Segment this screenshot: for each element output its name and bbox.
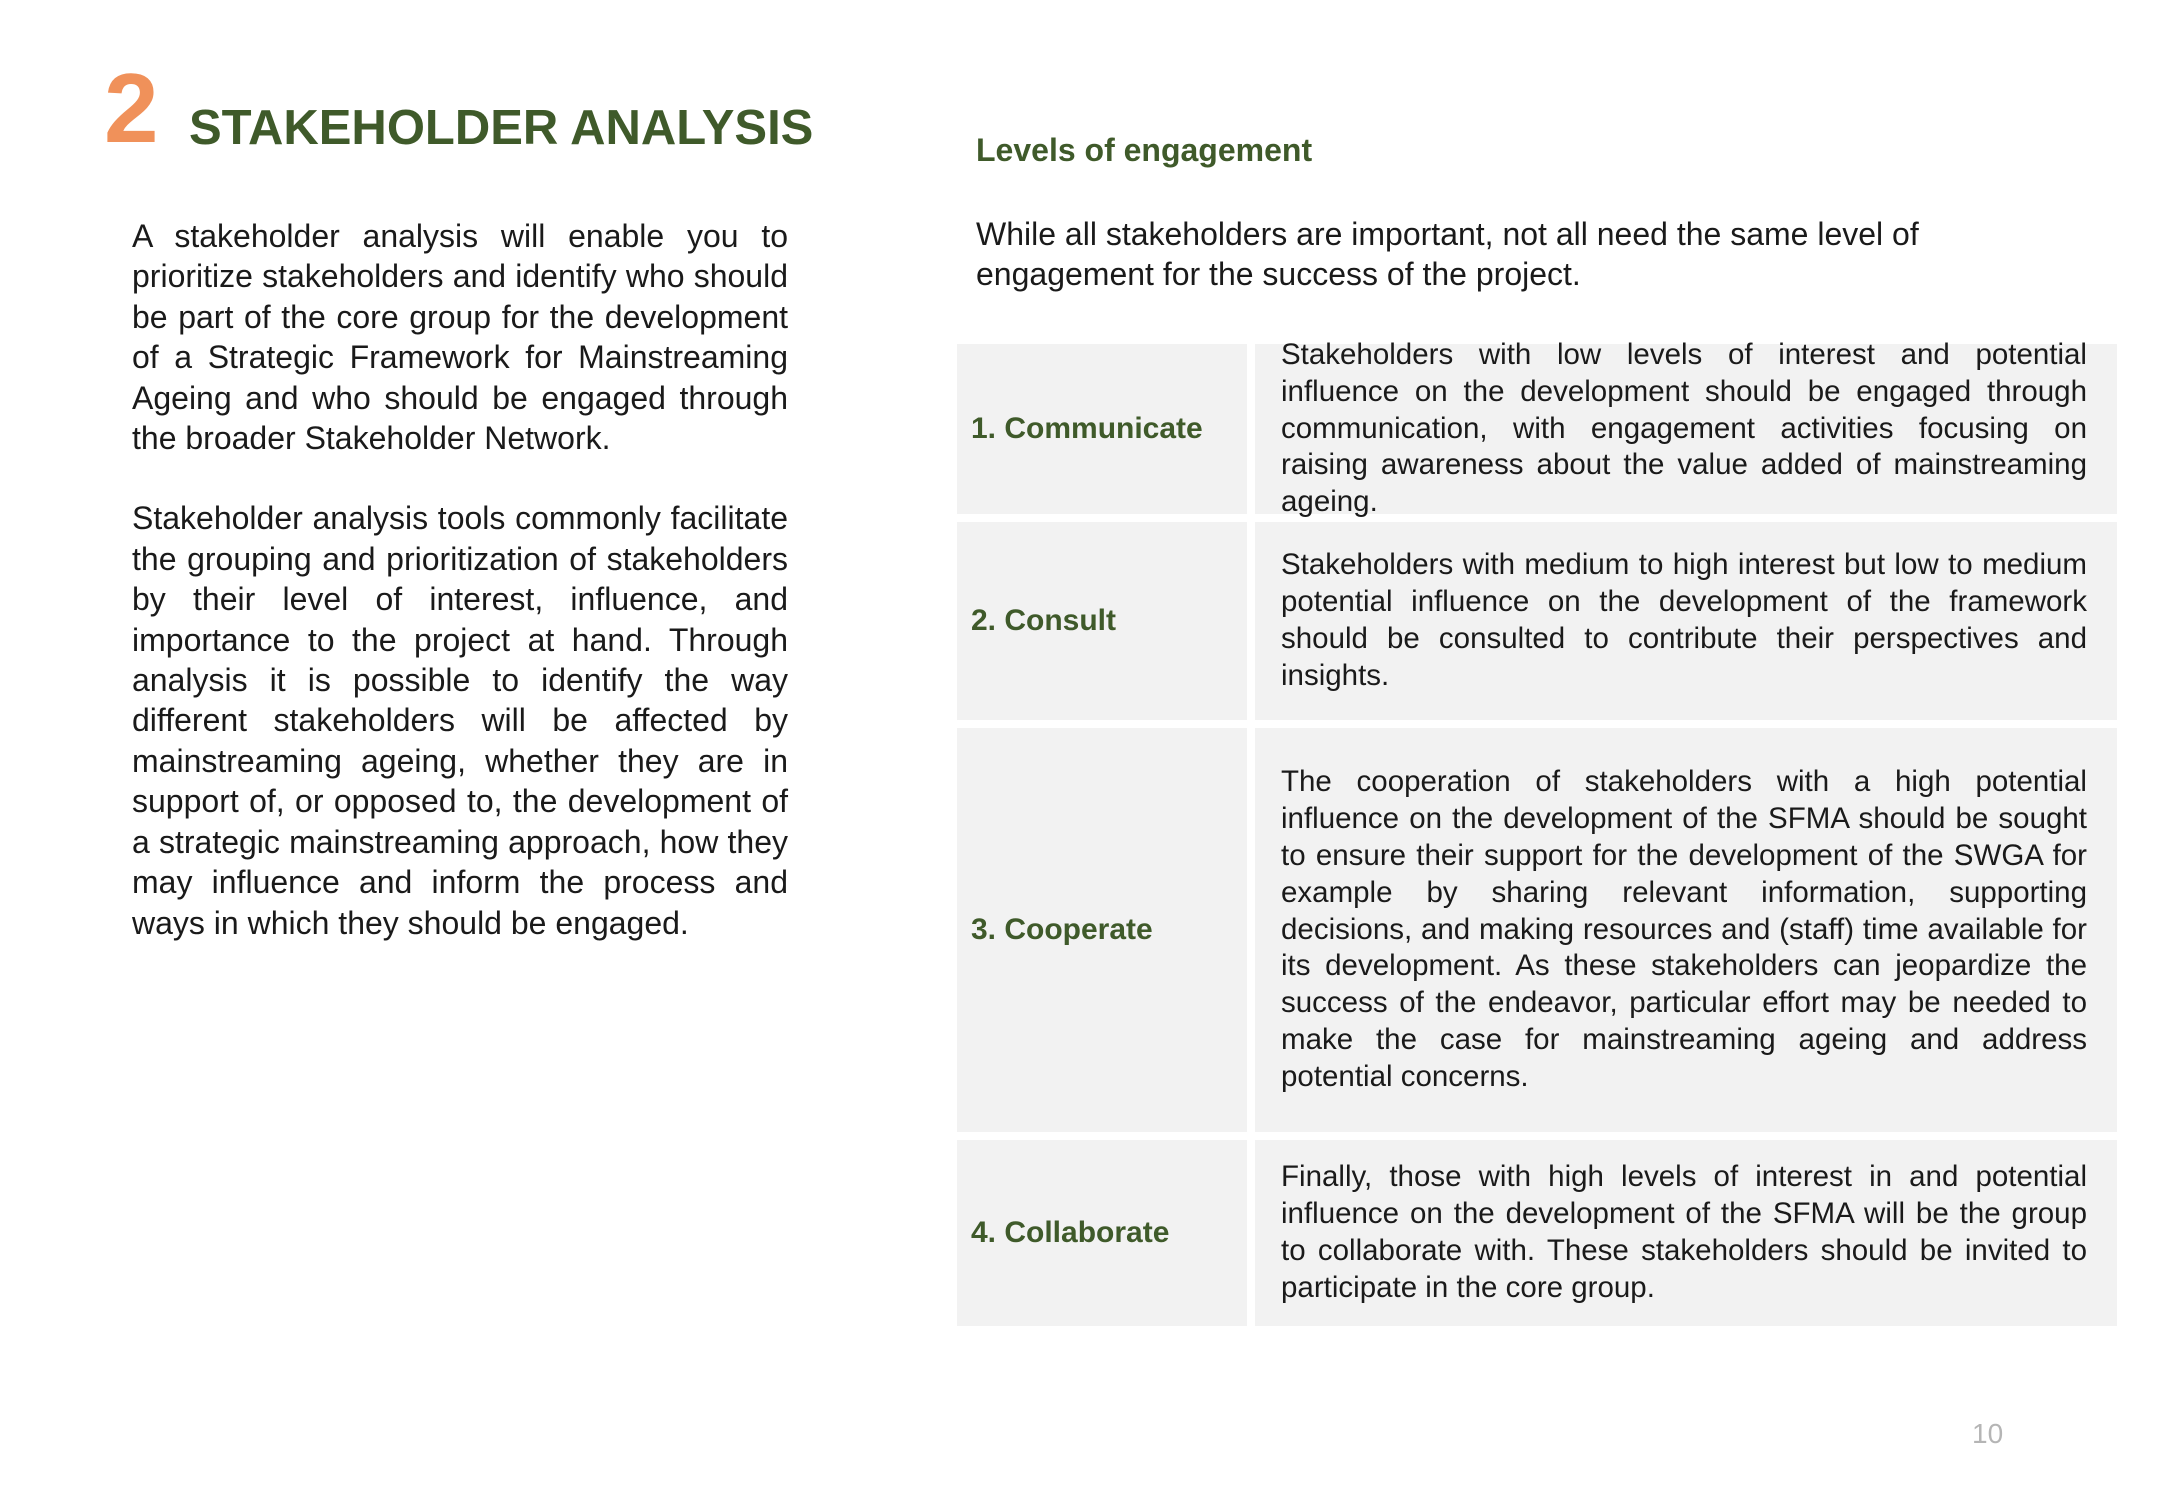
section-number: 2: [104, 53, 159, 163]
table-row: [957, 338, 2117, 519]
page-number: 10: [1972, 1418, 2004, 1449]
table-row: [957, 1140, 2117, 1326]
level-description-cell: [1255, 338, 2117, 519]
level-description-cell: [1255, 522, 2117, 720]
level-label: 4. Collaborate: [971, 1216, 1170, 1249]
level-description: Stakeholders with low levels of interest and potential influence on the development should be engaged through communication, with engagement activities focusing on raising awareness about the value added of mainstreaming ageing.: [1281, 338, 2087, 519]
levels-heading: Levels of engagement: [976, 132, 1313, 168]
level-label-cell: [957, 522, 1247, 720]
level-description: Stakeholders with medium to high interest but low to medium potential influence on the development of the framework should be consulted to contribute their perspectives and insights.: [1281, 548, 2087, 692]
analysis-paragraph: Stakeholder analysis tools commonly facilitate the grouping and prioritization of stakeholders by their level of interest, influence, and importance to the project at hand. Through analysis it is possible to identify the way different stakeholders will be affected by mainstreaming ageing, whether they are in support of, or opposed to, the development of a strategic mainstreaming approach, how they may influence and inform the process and ways in which they should be engaged.: [132, 500, 788, 941]
level-label: 2. Consult: [971, 604, 1117, 637]
level-description: Finally, those with high levels of interest in and potential influence on the development of the SFMA will be the group to collaborate with. These stakeholders should be invited to participate in the core group.: [1281, 1160, 2087, 1304]
section-title: STAKEHOLDER ANALYSIS: [189, 101, 814, 155]
level-label: 1. Communicate: [971, 412, 1203, 445]
level-description: The cooperation of stakeholders with a high potential influence on the development of the SFMA should be sought to ensure their support for the development of the SWGA for example by sharing relevant information, supporting decisions, and making resources and (staff) time available for its development. As these stakeholders can jeopardize the success of the endeavor, particular effort may be needed to make the case for mainstreaming ageing and address potential concerns.: [1281, 765, 2087, 1093]
left-column: [132, 216, 788, 983]
level-description-cell: [1255, 1140, 2117, 1326]
table-row: [957, 728, 2117, 1132]
level-label-cell: [957, 728, 1247, 1132]
engagement-levels-table: [957, 338, 2117, 1334]
intro-paragraph: A stakeholder analysis will enable you to prioritize stakeholders and identify who should be part of the core group for the development of a Strategic Framework for Mainstreaming Ageing and who should be engaged through the broader Stakeholder Network.: [132, 218, 788, 457]
level-label-cell: [957, 344, 1247, 514]
levels-intro: While all stakeholders are important, not all need the same level of engagement for the success of the project.: [976, 216, 1919, 292]
level-description-cell: [1255, 728, 2117, 1132]
table-row: [957, 522, 2117, 720]
level-label: 3. Cooperate: [971, 913, 1153, 946]
level-label-cell: [957, 1140, 1247, 1326]
